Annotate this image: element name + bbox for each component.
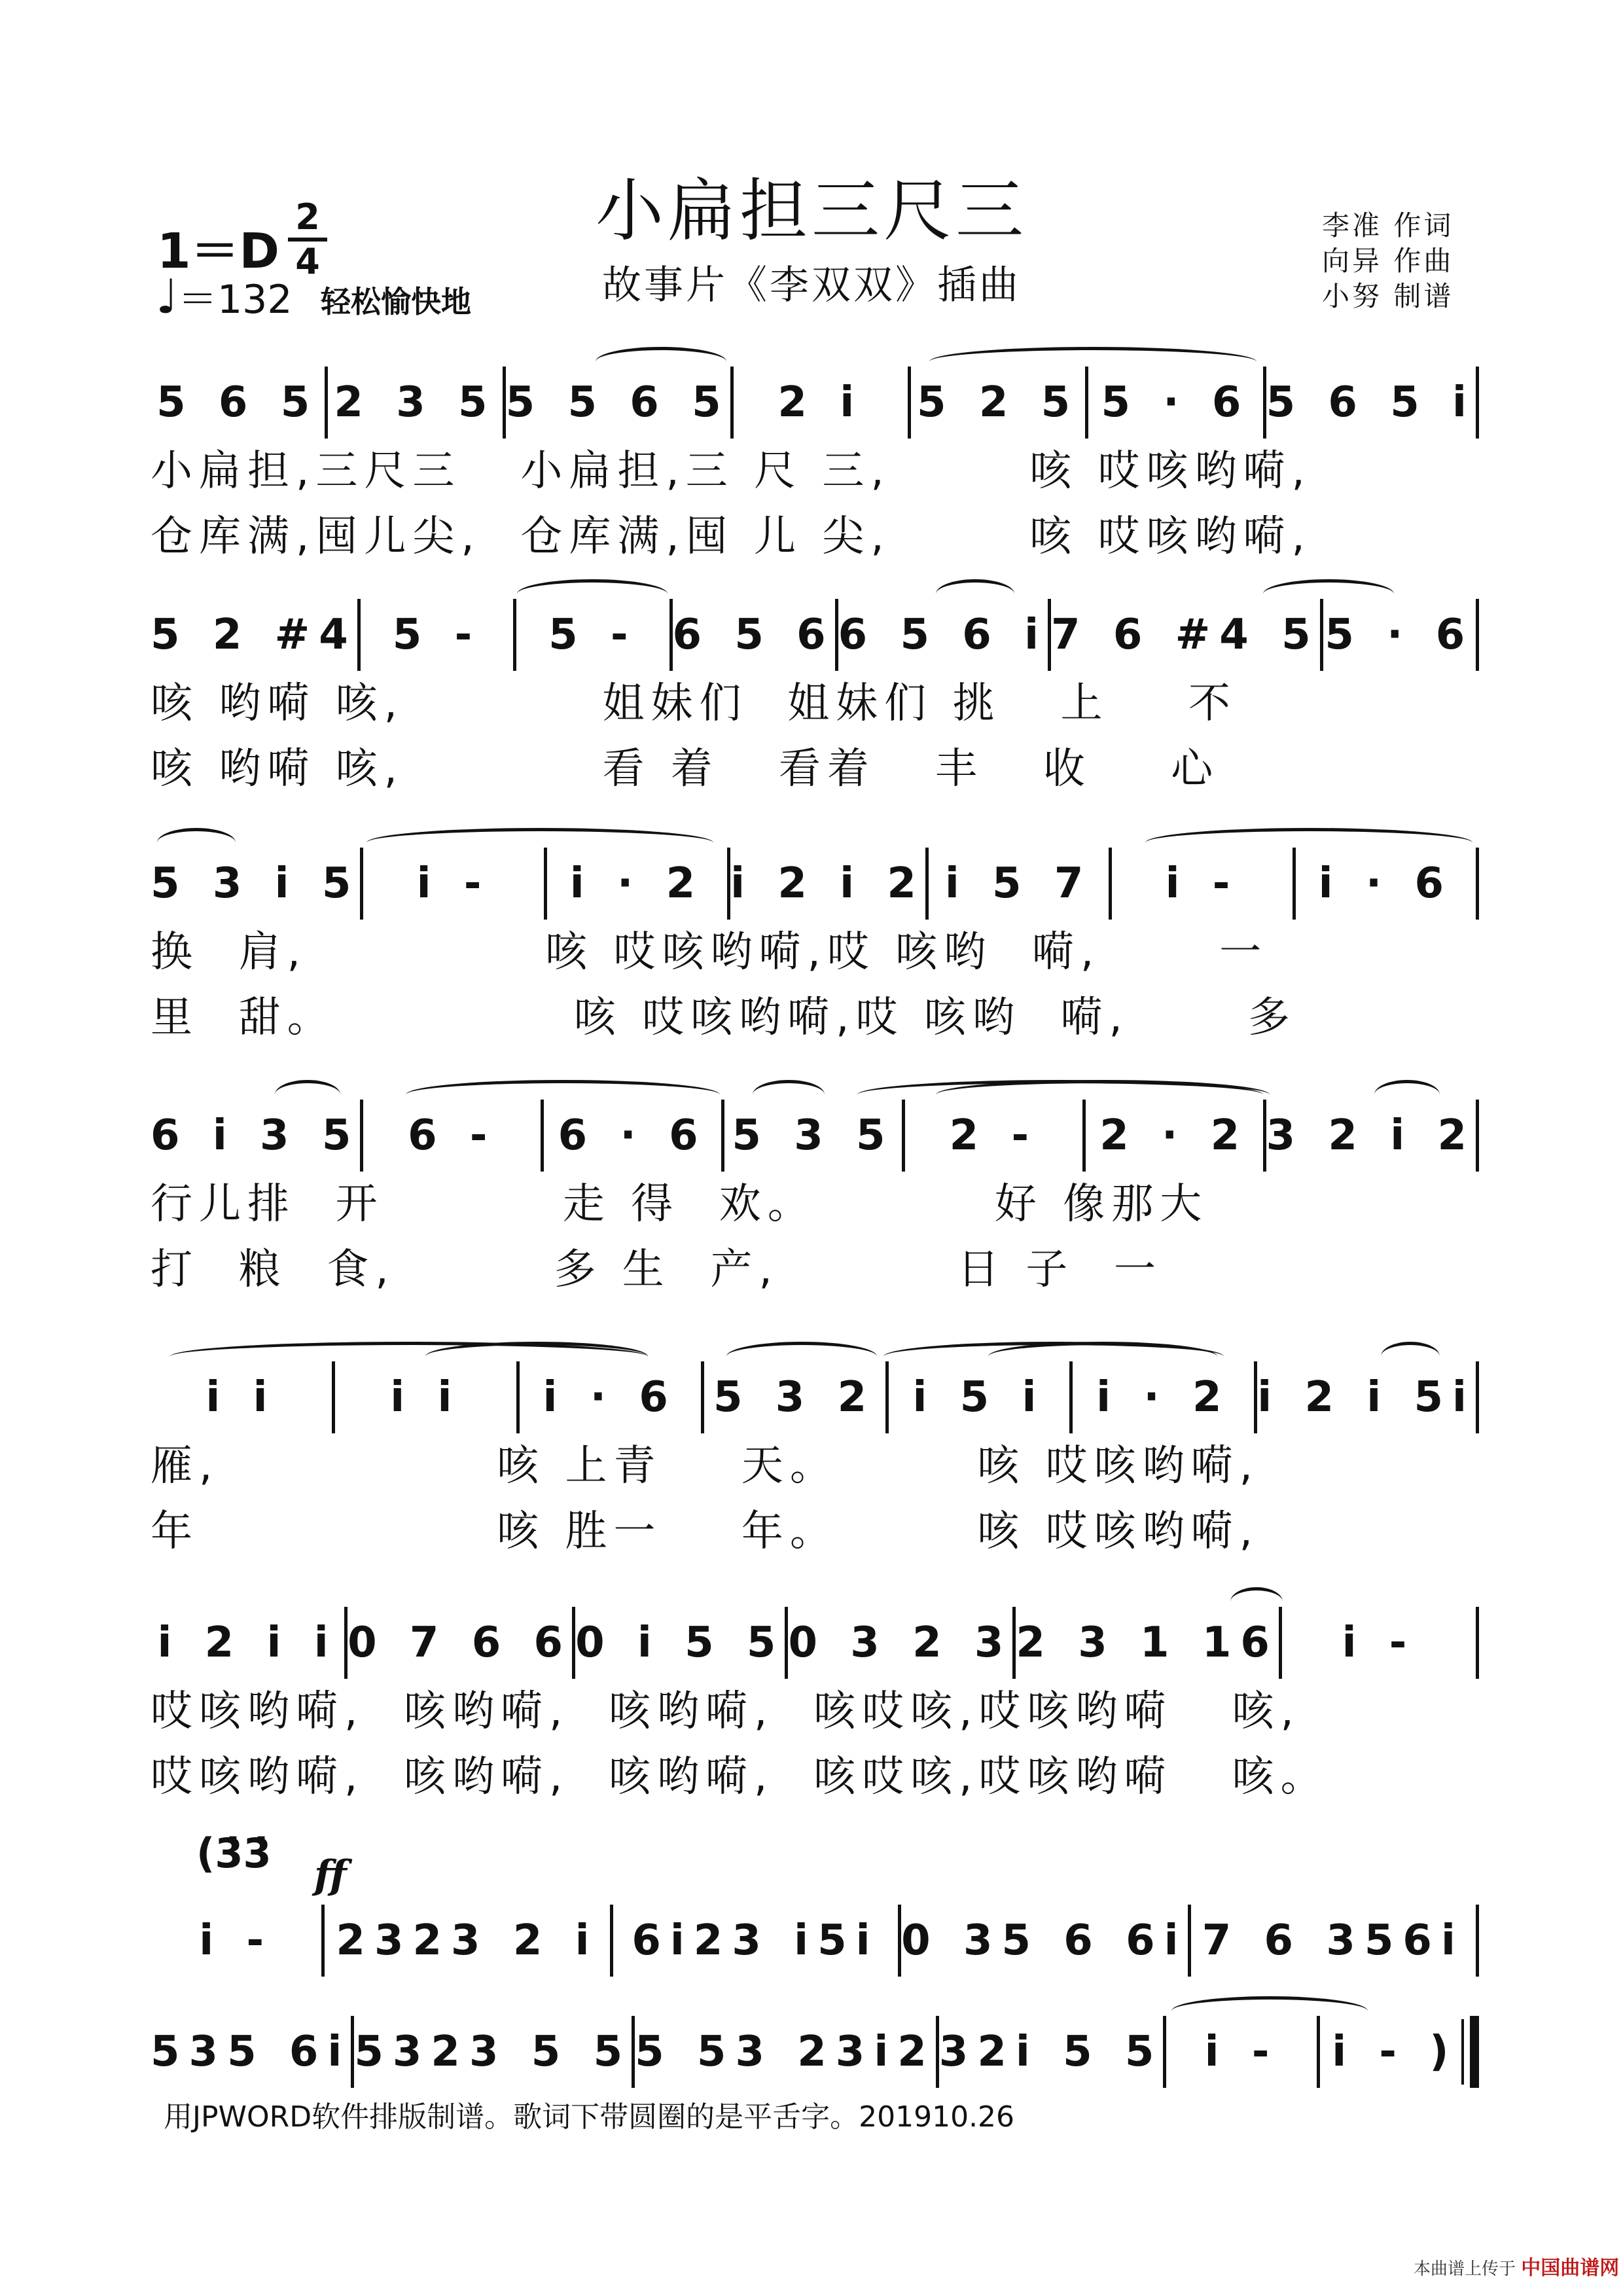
system-8	[151, 2016, 1479, 2088]
measure: 32i 5 5	[938, 2028, 1164, 2076]
measure: 5 2 5	[917, 378, 1080, 427]
slur	[596, 347, 726, 376]
measure: i 5 7	[944, 859, 1093, 908]
lyricist: 李准 作词	[1322, 209, 1454, 242]
key-signature: 1＝D	[157, 223, 279, 279]
system-4	[151, 1100, 1479, 1302]
final-barline	[1470, 2016, 1479, 2088]
slur	[1145, 828, 1472, 857]
slur	[157, 828, 236, 857]
barline	[1476, 1905, 1479, 1977]
measure: 5 3 5	[732, 1111, 895, 1160]
barline	[1476, 848, 1479, 920]
lyric-line-2: 打 粮 食, 多 生 产, 日 子 一	[151, 1246, 1162, 1294]
measure: 5 2 #4	[151, 611, 357, 659]
slur	[406, 1080, 720, 1109]
notes-row	[151, 1905, 1479, 1977]
measure: 2 i	[777, 378, 864, 427]
measure: 0 35 6 6i	[901, 1916, 1188, 1965]
slur	[936, 579, 1014, 609]
measure: 5 6 5	[156, 378, 319, 427]
slur	[517, 579, 668, 609]
lyric-line-2: 仓库满,囤儿尖, 仓库满,囤 儿 尖, 咳 哎咳哟嗬,	[151, 512, 1311, 561]
tempo-value: ＝132	[177, 277, 293, 323]
measure: i 2 i 5i	[1257, 1373, 1476, 1422]
lyric-line-2: 咳 哟嗬 咳, 看 着 看着 丰 收 心	[151, 745, 1220, 793]
slur	[1381, 1342, 1440, 1371]
system-5	[151, 1361, 1479, 1564]
measure: 7 6 356i	[1202, 1916, 1465, 1965]
intro-mark: (3̇3̇	[196, 1829, 272, 1877]
measure: 3 2 i 2	[1266, 1111, 1476, 1160]
time-sig-bottom: 4	[295, 241, 320, 282]
measure: i 2 i 2	[730, 859, 925, 908]
notes-row	[151, 599, 1479, 671]
measure: i · 6	[543, 1373, 677, 1422]
lyric-line-2: 哎咳哟嗬, 咳哟嗬, 咳哟嗬, 咳哎咳,哎咳哟嗬 咳。	[151, 1753, 1329, 1801]
measure: 2323 2 i	[336, 1916, 599, 1965]
measure: 0 3 2 3	[788, 1619, 1013, 1667]
measure: i · 6	[1318, 859, 1454, 908]
measure: 2 3 1 16	[1016, 1619, 1279, 1667]
measure: 6 · 6	[558, 1111, 707, 1160]
notes-row	[151, 1100, 1479, 1172]
lyric-line-2: 里 甜。 咳 哎咳哟嗬,哎 咳哟 嗬, 多	[151, 994, 1296, 1042]
lyric-line-1: 行儿排 开 走 得 欢。 好 像那大	[151, 1180, 1209, 1229]
system-1	[151, 367, 1479, 569]
measure: i i	[390, 1373, 461, 1422]
measure: 6 5 6	[672, 611, 835, 659]
measure: 0 i 5 5	[575, 1619, 785, 1667]
measure: 5 3 i 5	[151, 859, 361, 908]
slur	[275, 1080, 340, 1109]
time-signature	[288, 196, 327, 282]
measure: 5 5 6 5	[505, 378, 730, 427]
barline	[1476, 1361, 1479, 1433]
system-7	[151, 1905, 1479, 1977]
measure: 5 6 5 i	[1266, 378, 1476, 427]
notes-row	[151, 1361, 1479, 1433]
notes-row	[151, 367, 1479, 439]
measure: i -	[1204, 2028, 1279, 2076]
measure: 5323 5 5	[354, 2028, 632, 2076]
measure: 2 · 2	[1099, 1111, 1249, 1160]
measure: 5 3 2	[713, 1373, 876, 1422]
measure: 7 6 #4 5	[1051, 611, 1320, 659]
slur	[753, 1080, 825, 1109]
watermark-text: 本曲谱上传于	[1414, 2259, 1516, 2279]
watermark-site: 中国曲谱网	[1521, 2257, 1620, 2280]
measure: i -	[1165, 859, 1240, 908]
lyric-line-1: 哎咳哟嗬, 咳哟嗬, 咳哟嗬, 咳哎咳,哎咳哟嗬 咳,	[151, 1687, 1300, 1736]
slur	[988, 1342, 1217, 1371]
quarter-note-icon: ♩	[156, 269, 178, 324]
notes-row	[151, 2016, 1479, 2088]
measure: 535 6i	[151, 2028, 351, 2076]
measure: 6 -	[408, 1111, 497, 1160]
song-title: 小扁担三尺三	[595, 171, 1027, 251]
measure: i - )	[1332, 2028, 1458, 2076]
measure: 0 7 6 6	[348, 1619, 573, 1667]
measure: i · 2	[569, 859, 705, 908]
lyric-line-1: 换 肩, 咳 哎咳哟嗬,哎 咳哟 嗬, 一	[151, 928, 1268, 977]
tempo-mark: 轻松愉快地	[321, 284, 471, 319]
slur	[425, 1342, 648, 1371]
dynamic-marking: ff	[314, 1852, 347, 1898]
barline	[1476, 1607, 1479, 1679]
slur	[929, 347, 1257, 376]
composer: 向异 作曲	[1322, 245, 1454, 277]
slur	[1263, 579, 1394, 609]
slur	[936, 1080, 1270, 1109]
slur	[1374, 1080, 1440, 1109]
measure: 5 53 23i2	[635, 2028, 936, 2076]
system-2	[151, 599, 1479, 802]
lyric-line-2: 年 咳 胜一 年。 咳 哎咳哟嗬,	[151, 1507, 1259, 1556]
measure: 2 3 5	[334, 378, 497, 427]
measure: i -	[416, 859, 491, 908]
measure: 5 · 6	[1325, 611, 1474, 659]
system-6	[151, 1607, 1479, 1810]
notes-row	[151, 848, 1479, 920]
system-3	[151, 848, 1479, 1050]
measure: 6 5 6 i	[838, 611, 1048, 659]
footer-note: 用JPWORD软件排版制谱。歌词下带圆圈的是平舌字。201910.26	[164, 2100, 1015, 2134]
tempo	[156, 268, 293, 325]
lyric-line-1: 小扁担,三尺三 小扁担,三 尺 三, 咳 哎咳哟嗬,	[151, 447, 1311, 495]
measure: 6 i 3 5	[151, 1111, 361, 1160]
measure: 6i23 i5i	[632, 1916, 880, 1965]
lyric-line-1: 雁, 咳 上青 天。 咳 哎咳哟嗬,	[151, 1442, 1259, 1490]
barline	[1476, 599, 1479, 671]
lyric-line-1: 咳 哟嗬 咳, 姐妹们 姐妹们 挑 上 不	[151, 679, 1237, 728]
song-subtitle: 故事片《李双双》插曲	[602, 262, 1021, 308]
slur	[366, 828, 713, 857]
credits	[1322, 208, 1454, 314]
measure: i 5 i	[912, 1373, 1046, 1422]
measure: i -	[199, 1916, 274, 1965]
slur	[1171, 1996, 1368, 2026]
notes-row	[151, 1607, 1479, 1679]
slur	[1230, 1587, 1283, 1617]
barline	[1476, 367, 1479, 439]
measure: 5 -	[548, 611, 637, 659]
measure: i 2 i i	[157, 1619, 338, 1667]
measure: 2 -	[949, 1111, 1039, 1160]
measure: 5 · 6	[1101, 378, 1251, 427]
measure: 5 -	[392, 611, 482, 659]
measure: i · 2	[1096, 1373, 1231, 1422]
time-sig-top: 2	[295, 196, 320, 238]
barline	[1476, 1100, 1479, 1172]
measure: i i	[205, 1373, 277, 1422]
measure: i -	[1342, 1619, 1416, 1667]
watermark	[1414, 2251, 1619, 2280]
slur	[726, 1342, 877, 1371]
arranger: 小努 制谱	[1322, 280, 1454, 312]
